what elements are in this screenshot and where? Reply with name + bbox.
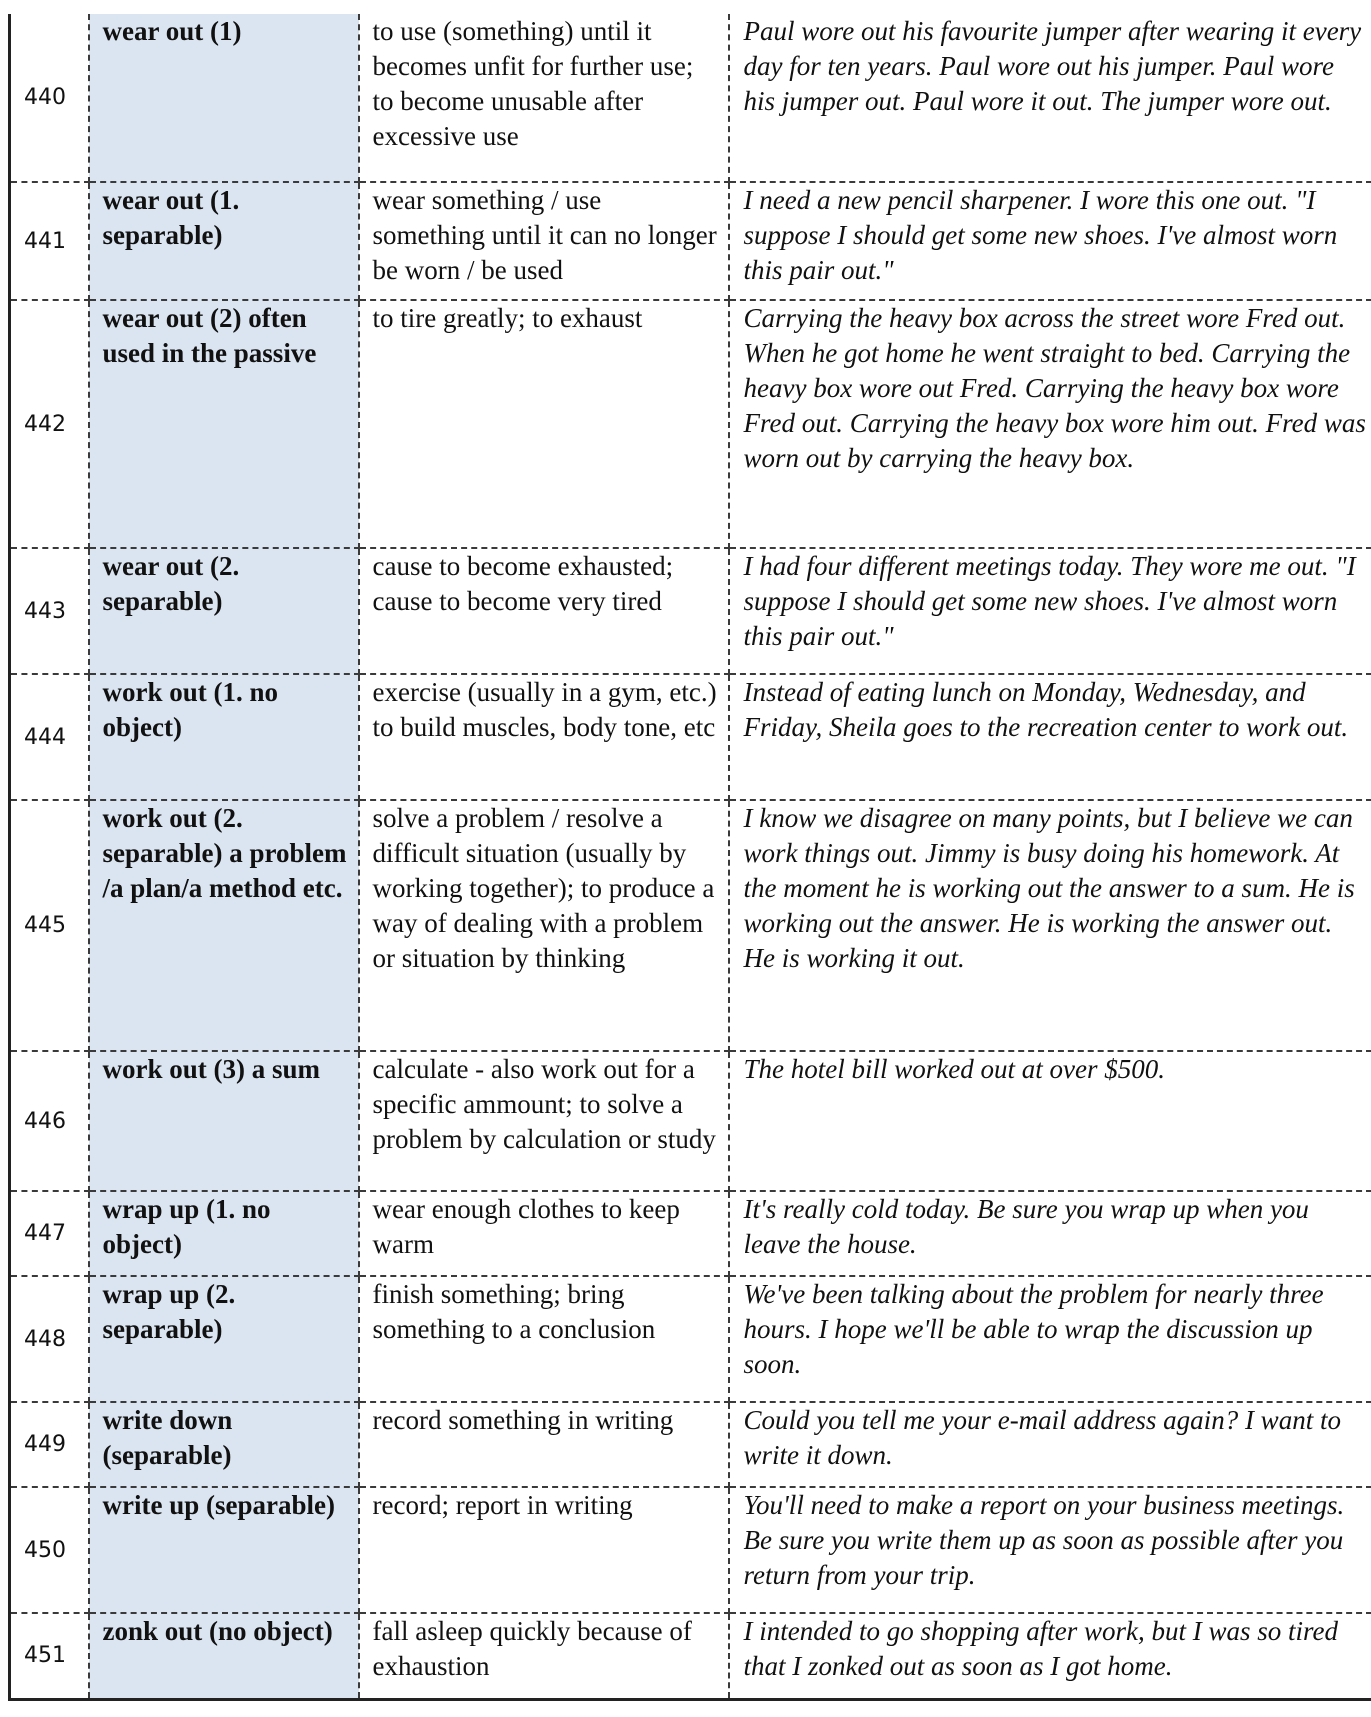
definition: record something in writing	[359, 1402, 729, 1487]
example: I had four different meetings today. They wore me out. "I suppose I should get some new shoes. I've almost worn this pair out."	[729, 548, 1371, 674]
table-row	[10, 182, 1371, 300]
phrasal-verb: zonk out (no object)	[89, 1613, 359, 1699]
phrasal-verb: write up (separable)	[89, 1487, 359, 1613]
table-row	[10, 548, 1371, 674]
phrasal-verb: wrap up (1. no object)	[89, 1191, 359, 1276]
entry-number: 441	[10, 182, 89, 300]
entry-number: 449	[10, 1402, 89, 1487]
example: The hotel bill worked out at over $500.	[729, 1051, 1371, 1191]
definition: record; report in writing	[359, 1487, 729, 1613]
table-row	[10, 1402, 1371, 1487]
phrasal-verb: wrap up (2. separable)	[89, 1276, 359, 1402]
example: I intended to go shopping after work, but I was so tired that I zonked out as soon as I got home.	[729, 1613, 1371, 1699]
entry-number: 443	[10, 548, 89, 674]
definition: to use (something) until it becomes unfit for further use; to become unusable after excessive use	[359, 14, 729, 182]
example: It's really cold today. Be sure you wrap up when you leave the house.	[729, 1191, 1371, 1276]
entry-number: 442	[10, 300, 89, 548]
definition: finish something; bring something to a conclusion	[359, 1276, 729, 1402]
table-row	[10, 674, 1371, 800]
definition: exercise (usually in a gym, etc.) to build muscles, body tone, etc	[359, 674, 729, 800]
phrasal-verbs-page	[8, 14, 1370, 1701]
phrasal-verb: work out (1. no object)	[89, 674, 359, 800]
table-row	[10, 300, 1371, 548]
entry-number: 450	[10, 1487, 89, 1613]
definition: solve a problem / resolve a difficult situation (usually by working together); to produce a way of dealing with a problem or situation by thinking	[359, 800, 729, 1051]
example: I need a new pencil sharpener. I wore this one out. "I suppose I should get some new shoes. I've almost worn this pair out."	[729, 182, 1371, 300]
entry-number: 440	[10, 14, 89, 182]
definition: wear something / use something until it can no longer be worn / be used	[359, 182, 729, 300]
phrasal-verb: write down (separable)	[89, 1402, 359, 1487]
definition: fall asleep quickly because of exhaustion	[359, 1613, 729, 1699]
example: Instead of eating lunch on Monday, Wednesday, and Friday, Sheila goes to the recreation center to work out.	[729, 674, 1371, 800]
phrasal-verb: wear out (2. separable)	[89, 548, 359, 674]
table-row	[10, 1613, 1371, 1699]
phrasal-verb: work out (2. separable) a problem /a plan/a method etc.	[89, 800, 359, 1051]
table-row	[10, 800, 1371, 1051]
example: We've been talking about the problem for nearly three hours. I hope we'll be able to wrap the discussion up soon.	[729, 1276, 1371, 1402]
entry-number: 444	[10, 674, 89, 800]
table-row	[10, 14, 1371, 182]
definition: calculate - also work out for a specific ammount; to solve a problem by calculation or study	[359, 1051, 729, 1191]
table-row	[10, 1487, 1371, 1613]
definition: cause to become exhausted; cause to become very tired	[359, 548, 729, 674]
definition: to tire greatly; to exhaust	[359, 300, 729, 548]
phrasal-verb: wear out (2) often used in the passive	[89, 300, 359, 548]
phrasal-verbs-table	[8, 14, 1371, 1701]
entry-number: 445	[10, 800, 89, 1051]
example: Carrying the heavy box across the street wore Fred out. When he got home he went straight to bed. Carrying the heavy box wore out Fred. Carrying the heavy box wore Fred out. Carrying the heavy box wore him out. Fred was worn out by carrying the heavy box.	[729, 300, 1371, 548]
phrasal-verb: work out (3) a sum	[89, 1051, 359, 1191]
definition: wear enough clothes to keep warm	[359, 1191, 729, 1276]
example: Could you tell me your e-mail address again? I want to write it down.	[729, 1402, 1371, 1487]
example: Paul wore out his favourite jumper after wearing it every day for ten years. Paul wore out his jumper. Paul wore his jumper out. Paul wore it out. The jumper wore out.	[729, 14, 1371, 182]
entry-number: 451	[10, 1613, 89, 1699]
entry-number: 448	[10, 1276, 89, 1402]
table-row	[10, 1191, 1371, 1276]
phrasal-verb: wear out (1. separable)	[89, 182, 359, 300]
example: You'll need to make a report on your business meetings. Be sure you write them up as soon as possible after you return from your trip.	[729, 1487, 1371, 1613]
example: I know we disagree on many points, but I believe we can work things out. Jimmy is busy doing his homework. At the moment he is working out the answer to a sum. He is working out the answer. He is working the answer out. He is working it out.	[729, 800, 1371, 1051]
entry-number: 447	[10, 1191, 89, 1276]
table-row	[10, 1276, 1371, 1402]
phrasal-verb: wear out (1)	[89, 14, 359, 182]
entry-number: 446	[10, 1051, 89, 1191]
table-row	[10, 1051, 1371, 1191]
